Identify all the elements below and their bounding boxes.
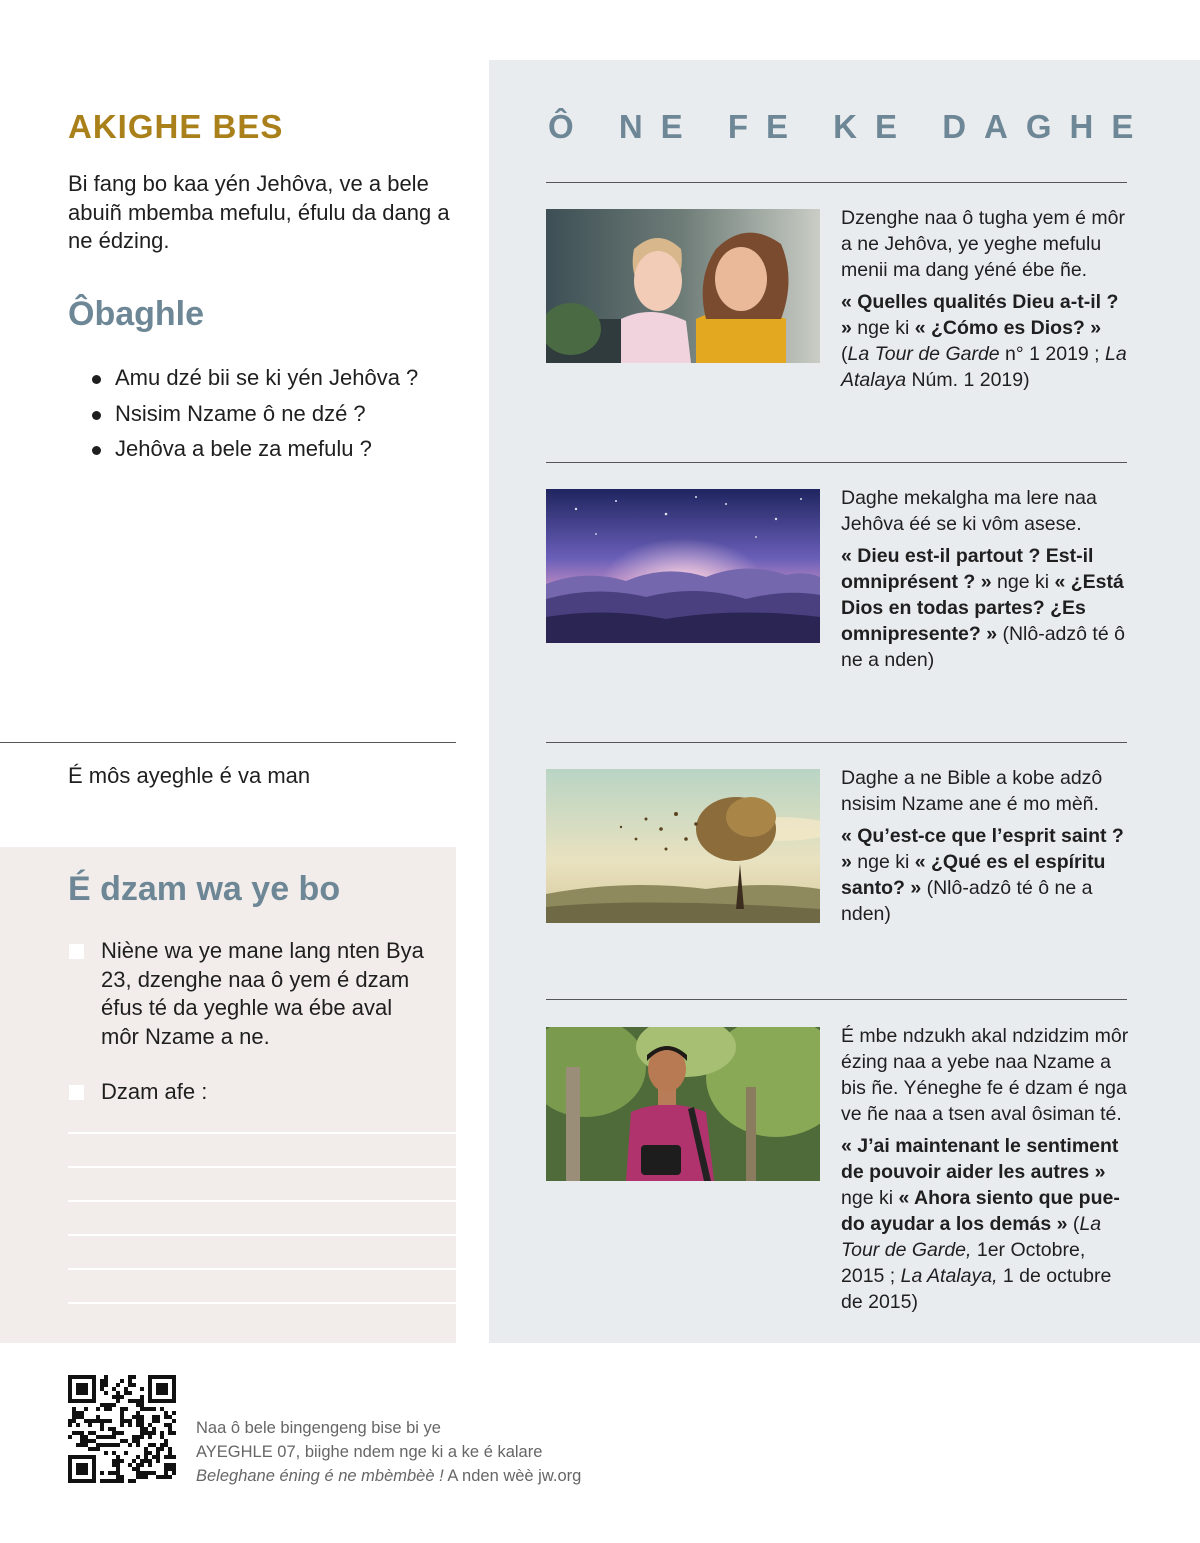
resource-description: Daghe mekalgha ma lere naa Jehôva éé se ki vôm asese. — [841, 487, 1097, 535]
connector-text: nge ki — [841, 1187, 899, 1209]
article-title-fr[interactable]: « J’ai maintenant le sentiment de pouvoir aider les autres » — [841, 1135, 1119, 1183]
footer-slogan: Beleghane éning é ne mbèmbèè ! — [196, 1467, 444, 1485]
wind-tree-illustration[interactable] — [546, 769, 820, 923]
magazine-title: La Atalaya, — [900, 1265, 998, 1287]
mother-child-photo[interactable] — [546, 209, 820, 363]
review-question: Amu dzé bii se ki yén Jehôva ? — [92, 363, 418, 399]
review-list — [92, 363, 418, 470]
goal-item-2: Dzam afe : — [101, 1079, 208, 1104]
article-title-es[interactable]: « ¿Qué es el espíritu santo? » — [841, 851, 1106, 899]
citation-text: Núm. 1 2019) — [906, 369, 1030, 391]
article-title-es[interactable]: « Ahora siento que puedo ayudar a los demás » — [841, 1187, 1120, 1235]
qr-code[interactable] — [68, 1375, 176, 1483]
man-portrait-photo[interactable] — [546, 1027, 820, 1181]
resource-item-3 — [841, 765, 1131, 933]
citation-text: (Nlô-adzô té ô ne a nden) — [841, 877, 1093, 925]
writing-line[interactable] — [68, 1302, 456, 1304]
writing-line[interactable] — [68, 1132, 456, 1134]
writing-line[interactable] — [68, 1200, 456, 1202]
starry-sky-photo[interactable] — [546, 489, 820, 643]
footer-line-2: AYEGHLE 07, biighe ndem nge ki a ke é kalare — [196, 1443, 543, 1461]
article-title-fr[interactable]: « Dieu est-il partout ? Est-il omniprésent ? » — [841, 545, 1094, 593]
summary-title: AKIGHE BES — [68, 108, 284, 145]
review-question: Nsisim Nzame ô ne dzé ? — [92, 399, 418, 435]
footer-line-3 — [196, 1464, 581, 1488]
citation-text: 1er Octobre, 2015 ; — [841, 1239, 1086, 1287]
magazine-title: La Tour de Garde, — [841, 1213, 1102, 1261]
goal-checkbox-1[interactable] — [69, 944, 84, 959]
citation-text: ( — [841, 343, 848, 365]
magazine-title: La Atalaya — [841, 343, 1127, 391]
divider — [0, 742, 456, 743]
divider — [546, 462, 1127, 463]
goal-item-1: Niène wa ye mane lang nten Bya 23, dzenghe naa ô yem é dzam éfus té da yeghle wa ébe aval môr Nzame a ne. — [101, 938, 424, 1049]
resource-item-4 — [841, 1023, 1131, 1321]
resource-item-1 — [841, 205, 1131, 399]
divider — [546, 742, 1127, 743]
connector-text: nge ki — [991, 571, 1055, 593]
resource-reference — [841, 543, 1131, 673]
writing-line[interactable] — [68, 1234, 456, 1236]
citation-text: ( — [1067, 1213, 1080, 1235]
article-title-fr[interactable]: « Quelles qualités Dieu a-t-il ? » — [841, 291, 1119, 339]
review-title: Ôbaghle — [68, 295, 205, 333]
footer-line-1: Naa ô bele bingengeng bise bi ye — [196, 1419, 441, 1437]
resource-description: É mbe ndzukh akal ndzidzim môr ézing naa a yebe naa Nzame a bis ñe. Yéneghe fe é dzam é nga ve ñe naa a tsen aval ôsiman té. — [841, 1025, 1129, 1125]
divider — [546, 999, 1127, 1000]
article-title-es[interactable]: « ¿Cómo es Dios? » — [914, 317, 1102, 339]
citation-text: 1 de octubre de 2015) — [841, 1265, 1112, 1313]
connector-text: nge ki — [851, 851, 915, 873]
citation-text: n° 1 2019 ; — [999, 343, 1106, 365]
summary-text: Bi fang bo kaa yén Jehôva, ve a bele abuiñ mbemba mefulu, éfulu da dang a ne édzing. — [68, 171, 450, 253]
divider — [546, 182, 1127, 183]
resource-reference — [841, 1133, 1131, 1315]
learn-more-title: Ô NE FE KE DAGHE — [548, 108, 1152, 145]
review-question: Jehôva a bele za mefulu ? — [92, 434, 418, 470]
progress-text: É môs ayeghle é va man — [68, 763, 311, 788]
footer-website[interactable]: A nden wèè jw.org — [443, 1467, 582, 1485]
citation-text: (Nlô-adzô té ô ne a nden) — [841, 623, 1125, 671]
article-title-es[interactable]: « ¿Está Dios en todas partes? ¿Es omnipresente? » — [841, 571, 1124, 645]
writing-line[interactable] — [68, 1166, 456, 1168]
footer-text — [196, 1416, 581, 1488]
goal-checkbox-2[interactable] — [69, 1085, 84, 1100]
resource-description: Dzenghe naa ô tugha yem é môr a ne Jehôva, ye yeghe mefulu menii ma dang yéné ébe ñe. — [841, 207, 1126, 281]
resource-description: Daghe a ne Bible a kobe adzô nsisim Nzame ane é mo mèñ. — [841, 767, 1103, 815]
magazine-title: La Tour de Garde — [847, 343, 1000, 365]
connector-text: nge ki — [851, 317, 915, 339]
resource-reference — [841, 289, 1131, 393]
resource-reference — [841, 823, 1131, 927]
writing-line[interactable] — [68, 1268, 456, 1270]
goal-title: É dzam wa ye bo — [68, 870, 341, 908]
resource-item-2 — [841, 485, 1131, 679]
article-title-fr[interactable]: « Qu’est-ce que l’esprit saint ? » — [841, 825, 1124, 873]
